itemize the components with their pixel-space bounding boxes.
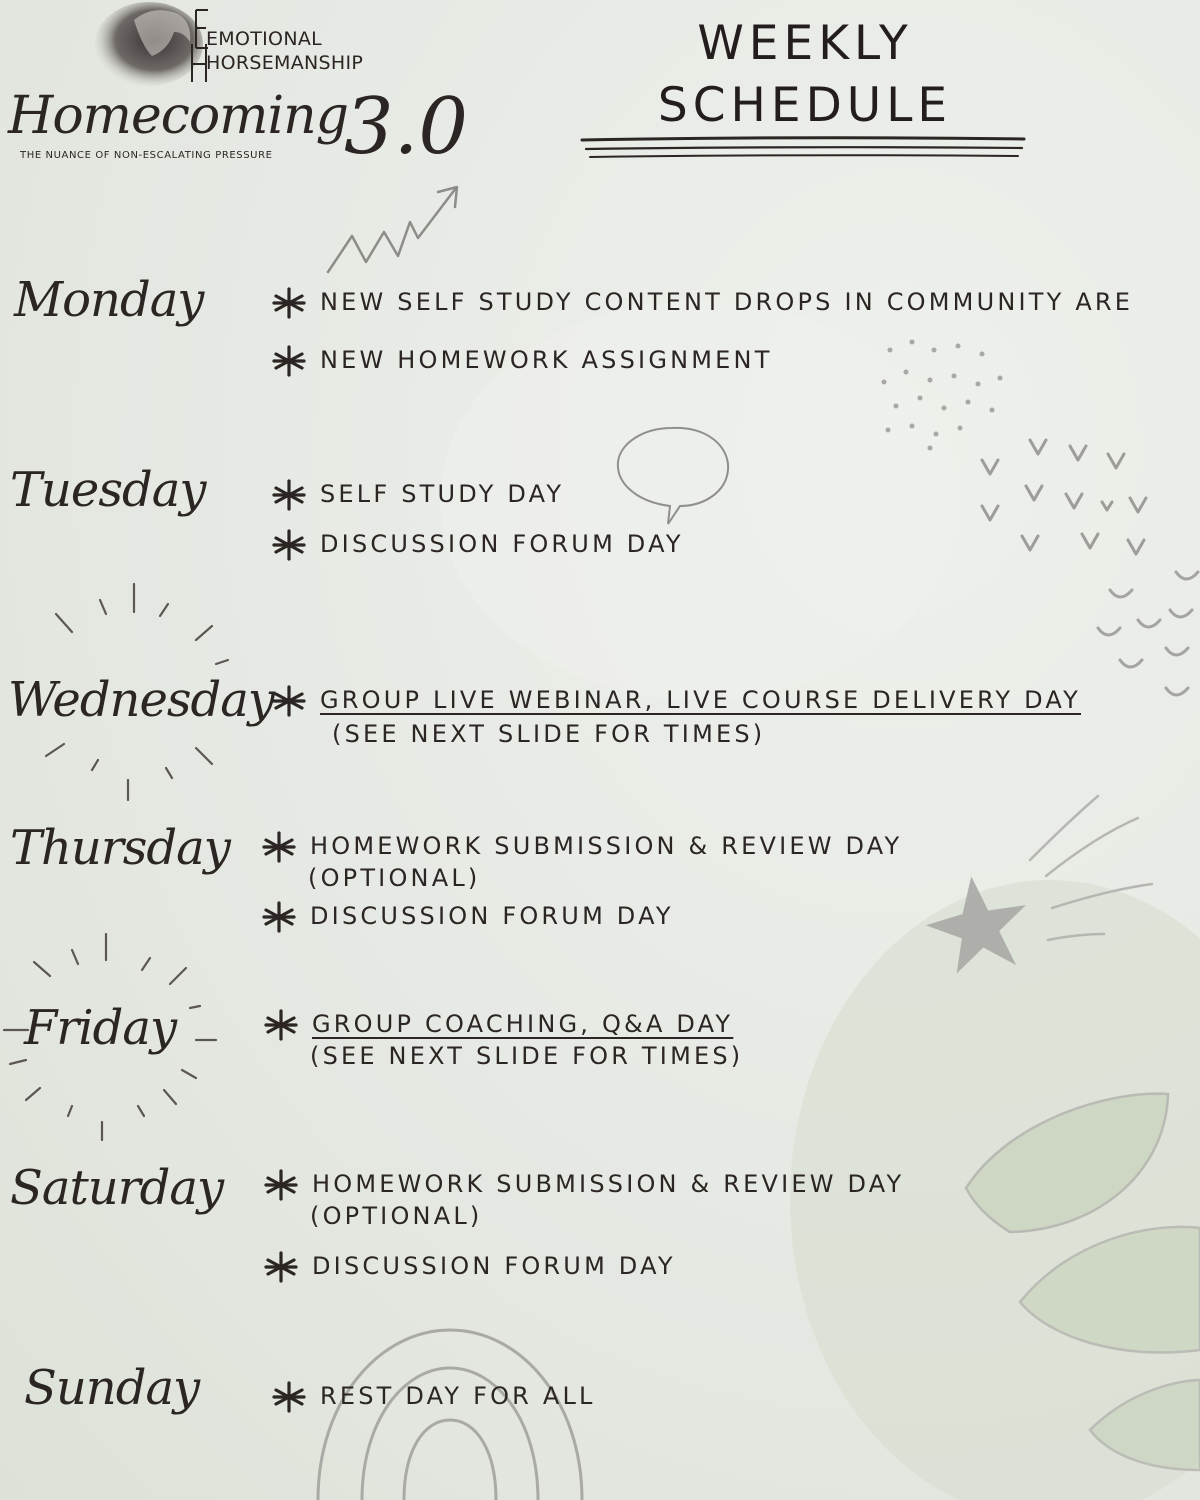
schedule-item-text: DISCUSSION FORUM DAY	[312, 1252, 676, 1280]
day-label-wednesday: Wednesday	[8, 672, 274, 728]
schedule-item-note: (OPTIONAL)	[310, 1202, 483, 1230]
schedule-item-text: HOMEWORK SUBMISSION & REVIEW DAY	[312, 1170, 905, 1198]
course-tagline: THE NUANCE OF NON-ESCALATING PRESSURE	[20, 150, 273, 161]
u-curves-pattern-icon	[1098, 572, 1198, 695]
schedule-item-text: DISCUSSION FORUM DAY	[320, 530, 684, 558]
schedule-item-text: SELF STUDY DAY	[320, 480, 565, 508]
asterisk-bullet-icon	[272, 684, 306, 718]
schedule-item-text: DISCUSSION FORUM DAY	[310, 902, 674, 930]
schedule-item-note: (SEE NEXT SLIDE FOR TIMES)	[310, 1042, 744, 1070]
asterisk-bullet-icon	[272, 286, 306, 320]
course-version: 3.0	[344, 82, 469, 172]
asterisk-bullet-icon	[264, 1008, 298, 1042]
v-marks-pattern-icon	[982, 440, 1146, 554]
zigzag-arrow-icon	[328, 187, 457, 272]
schedule-item-text: NEW SELF STUDY CONTENT DROPS IN COMMUNITY ARE	[320, 288, 1134, 316]
day-label-sunday: Sunday	[24, 1360, 200, 1416]
schedule-title-line2: SCHEDULE	[657, 78, 953, 133]
brand-name-line2: HORSEMANSHIP	[206, 52, 364, 74]
day-label-friday: Friday	[24, 1000, 177, 1056]
schedule-item-note: (SEE NEXT SLIDE FOR TIMES)	[332, 720, 766, 748]
day-label-saturday: Saturday	[10, 1160, 224, 1216]
schedule-title-line1: WEEKLY	[697, 16, 913, 71]
asterisk-bullet-icon	[272, 528, 306, 562]
schedule-item-text: REST DAY FOR ALL	[320, 1382, 596, 1410]
rainbow-arcs-icon	[318, 1330, 582, 1500]
asterisk-bullet-icon	[264, 1168, 298, 1202]
schedule-item-text: GROUP LIVE WEBINAR, LIVE COURSE DELIVERY DAY	[320, 686, 1081, 714]
asterisk-bullet-icon	[272, 478, 306, 512]
asterisk-bullet-icon	[264, 1250, 298, 1284]
day-label-monday: Monday	[14, 272, 204, 328]
course-title: Homecoming	[8, 86, 348, 146]
schedule-item-text: NEW HOMEWORK ASSIGNMENT	[320, 346, 773, 374]
brand-header	[0, 0, 470, 190]
schedule-item-note: (OPTIONAL)	[308, 864, 481, 892]
schedule-item-text: HOMEWORK SUBMISSION & REVIEW DAY	[310, 832, 903, 860]
asterisk-bullet-icon	[262, 900, 296, 934]
day-label-tuesday: Tuesday	[10, 462, 206, 518]
schedule-item-text: GROUP COACHING, Q&A DAY	[312, 1010, 734, 1038]
asterisk-bullet-icon	[262, 830, 296, 864]
asterisk-bullet-icon	[272, 344, 306, 378]
asterisk-bullet-icon	[272, 1380, 306, 1414]
day-label-thursday: Thursday	[10, 820, 230, 876]
title-underline-divider	[578, 134, 1030, 164]
brand-name-line1: EMOTIONAL	[206, 28, 323, 50]
